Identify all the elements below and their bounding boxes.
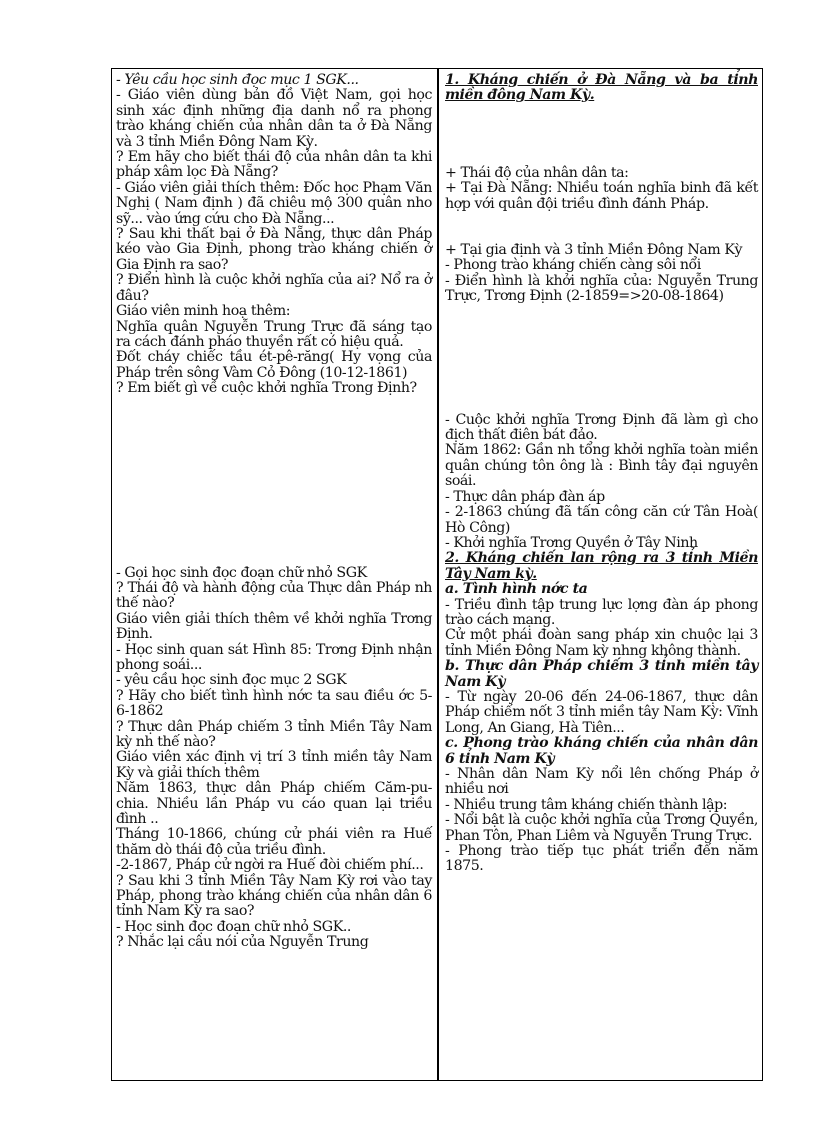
paragraph: Giáo viên minh hoạ thêm: [116, 303, 291, 320]
paragraph: - 2-1863 chúng đã tấn công căn cứ Tân Hoà( Hò Công) [445, 504, 758, 536]
paragraph: Năm 1863, thực dân Pháp chiếm Căm-pu-chia. Nhiều lần Pháp vu cáo quan lại triều đình .. [116, 780, 432, 828]
paragraph: Năm 1862: Gần nh tổng khởi nghĩa toàn miền quân chúng tôn ông là : Bình tây đại nguyên soái. [445, 442, 758, 490]
section-heading: b. Thực dân Pháp chiếm 3 tỉnh miền tây Nam Kỳ [445, 658, 758, 690]
lesson-table [111, 68, 763, 1081]
paragraph: - Nhân dân Nam Kỳ nổi lên chống Pháp ở nhiều nơi [445, 766, 758, 798]
paragraph: - Điển hình là khởi nghĩa của: Nguyễn Trung Trực, Trơng Định (2-1859=>20-08-1864) [445, 272, 758, 305]
paragraph: - Yêu cầu học sinh đọc mục 1 SGK... [116, 72, 359, 88]
paragraph: Giáo viên giải thích thêm về khởi nghĩa Trơng Định. [116, 610, 432, 643]
paragraph: - Nhiều trung tâm kháng chiến thành lập: [445, 796, 728, 813]
paragraph: + Tại Đà Nẵng: Nhiều toán nghĩa binh đã kết hợp với quân đội triều đình đánh Pháp. [445, 180, 758, 212]
paragraph: ? Thực dân Pháp chiếm 3 tỉnh Miền Tây Nam kỳ nh thế nào? [116, 718, 432, 750]
paragraph: Cử một phái đoàn sang pháp xin chuộc lại 3 tỉnh Miền Đông Nam kỳ nhng không thành. [445, 627, 758, 659]
column-divider [437, 69, 439, 1080]
paragraph: - Từ ngày 20-06 đến 24-06-1867, thực dân Pháp chiếm nốt 3 tỉnh miền tây Nam Kỳ: Vĩnh Long, An Giang, Hà Tiên... [445, 688, 758, 736]
section-heading: c. Phong trào kháng chiến của nhân dân 6 tỉnh Nam Kỳ [445, 735, 758, 767]
paragraph: ? Em biết gì về cuộc khởi nghĩa Trong Định? [116, 380, 417, 397]
paragraph: - Phong trào tiếp tục phát triển đến năm 1875. [445, 843, 758, 875]
paragraph: ? Sau khi 3 tỉnh Miền Tây Nam Kỳ rơi vào tay Pháp, phong trào kháng chiến của nhân dân 6 tỉnh Nam Kỳ ra sao? [116, 872, 432, 920]
paragraph: Nghĩa quân Nguyễn Trung Trực đã sáng tạo ra cách đánh pháo thuyền rất có hiệu quả. [116, 318, 432, 350]
paragraph: - Giáo viên dùng bản đồ Việt Nam, gọi học sinh xác định những địa danh nổ ra phong trào kháng chiến của nhân dân ta ở Đà Nẵng và 3 tỉnh Miền Đông Nam Kỳ. [116, 87, 432, 150]
paragraph: ? Hãy cho biết tình hình nớc ta sau điều ớc 5-6-1862 [116, 687, 432, 720]
paragraph: ? Sau khi thất bại ở Đà Nẵng, thực dân Pháp kéo vào Gia Định, phong trào kháng chiến ở Gia Định ra sao? [116, 226, 432, 273]
paragraph: - Thực dân pháp đàn áp [445, 488, 605, 505]
section-heading: a. Tình hình nớc ta [445, 581, 588, 598]
section-heading: 2. Kháng chiến lan rộng ra 3 tỉnh Miền Tây Nam kỳ. [445, 550, 758, 582]
paragraph: - Học sinh đọc đoạn chữ nhỏ SGK.. [116, 918, 351, 935]
paragraph: - Phong trào kháng chiến càng sôi nổi [445, 257, 701, 274]
paragraph: -2-1867, Pháp cử ngời ra Huế đòi chiếm phí... [116, 857, 424, 874]
paragraph: - Giáo viên giải thích thêm: Đốc học Phạm Văn Nghị ( Nam định ) đã chiêu mộ 300 quân nho sỹ... vào ứng cứu cho Đà Nẵng... [116, 179, 432, 227]
paragraph: Đốt cháy chiếc tầu ét-pê-răng( Hy vọng của Pháp trên sông Vàm Cỏ Đông (10-12-1861) [116, 349, 432, 381]
teacher-activity-column [116, 73, 432, 951]
paragraph: ? Điển hình là cuộc khởi nghĩa của ai? Nổ ra ở đâu? [116, 272, 432, 304]
paragraph: - Cuộc khởi nghĩa Trơng Định đã làm gì cho địch thất điên bát đảo. [445, 411, 758, 444]
paragraph: ? Thái độ và hành động của Thực dân Pháp nh thế nào? [116, 579, 432, 612]
spacer [445, 104, 758, 166]
spacer [445, 212, 758, 243]
paragraph: - Gọi học sinh đọc đoạn chữ nhỏ SGK [116, 564, 367, 581]
paragraph: Giáo viên xác định vị trí 3 tỉnh miền tây Nam Kỳ và giải thích thêm [116, 749, 432, 781]
paragraph: - Khởi nghĩa Trơng Quyền ở Tây Ninh [445, 534, 698, 551]
paragraph: - Nổi bật là cuộc khởi nghĩa của Trơng Quyền, Phan Tôn, Phan Liêm và Nguyễn Trung Trực. [445, 812, 758, 844]
paragraph: ? Em hãy cho biết thái độ của nhân dân ta khi pháp xâm lọc Đà Nẵng? [116, 149, 432, 181]
paragraph: Tháng 10-1866, chúng cử phái viên ra Huế thăm dò thái độ của triều đình. [116, 826, 432, 858]
paragraph: - yêu cầu học sinh đọc mục 2 SGK [116, 672, 347, 689]
paragraph: - Triều đình tập trung lực lợng đàn áp phong trào cách mạng. [445, 596, 758, 628]
lesson-content-column [445, 73, 758, 875]
paragraph: + Thái độ của nhân dân ta: [445, 164, 629, 181]
paragraph: + Tại gia định và 3 tỉnh Miền Đông Nam Kỳ [445, 242, 743, 259]
spacer [116, 397, 432, 566]
section-heading: 1. Kháng chiến ở Đà Nẵng và ba tỉnh miền đông Nam Kỳ. [445, 72, 758, 104]
paragraph: ? Nhắc lại câu nói của Nguyễn Trung [116, 934, 369, 951]
spacer [445, 305, 758, 413]
paragraph: - Học sinh quan sát Hình 85: Trơng Định nhận phong soái... [116, 641, 432, 673]
